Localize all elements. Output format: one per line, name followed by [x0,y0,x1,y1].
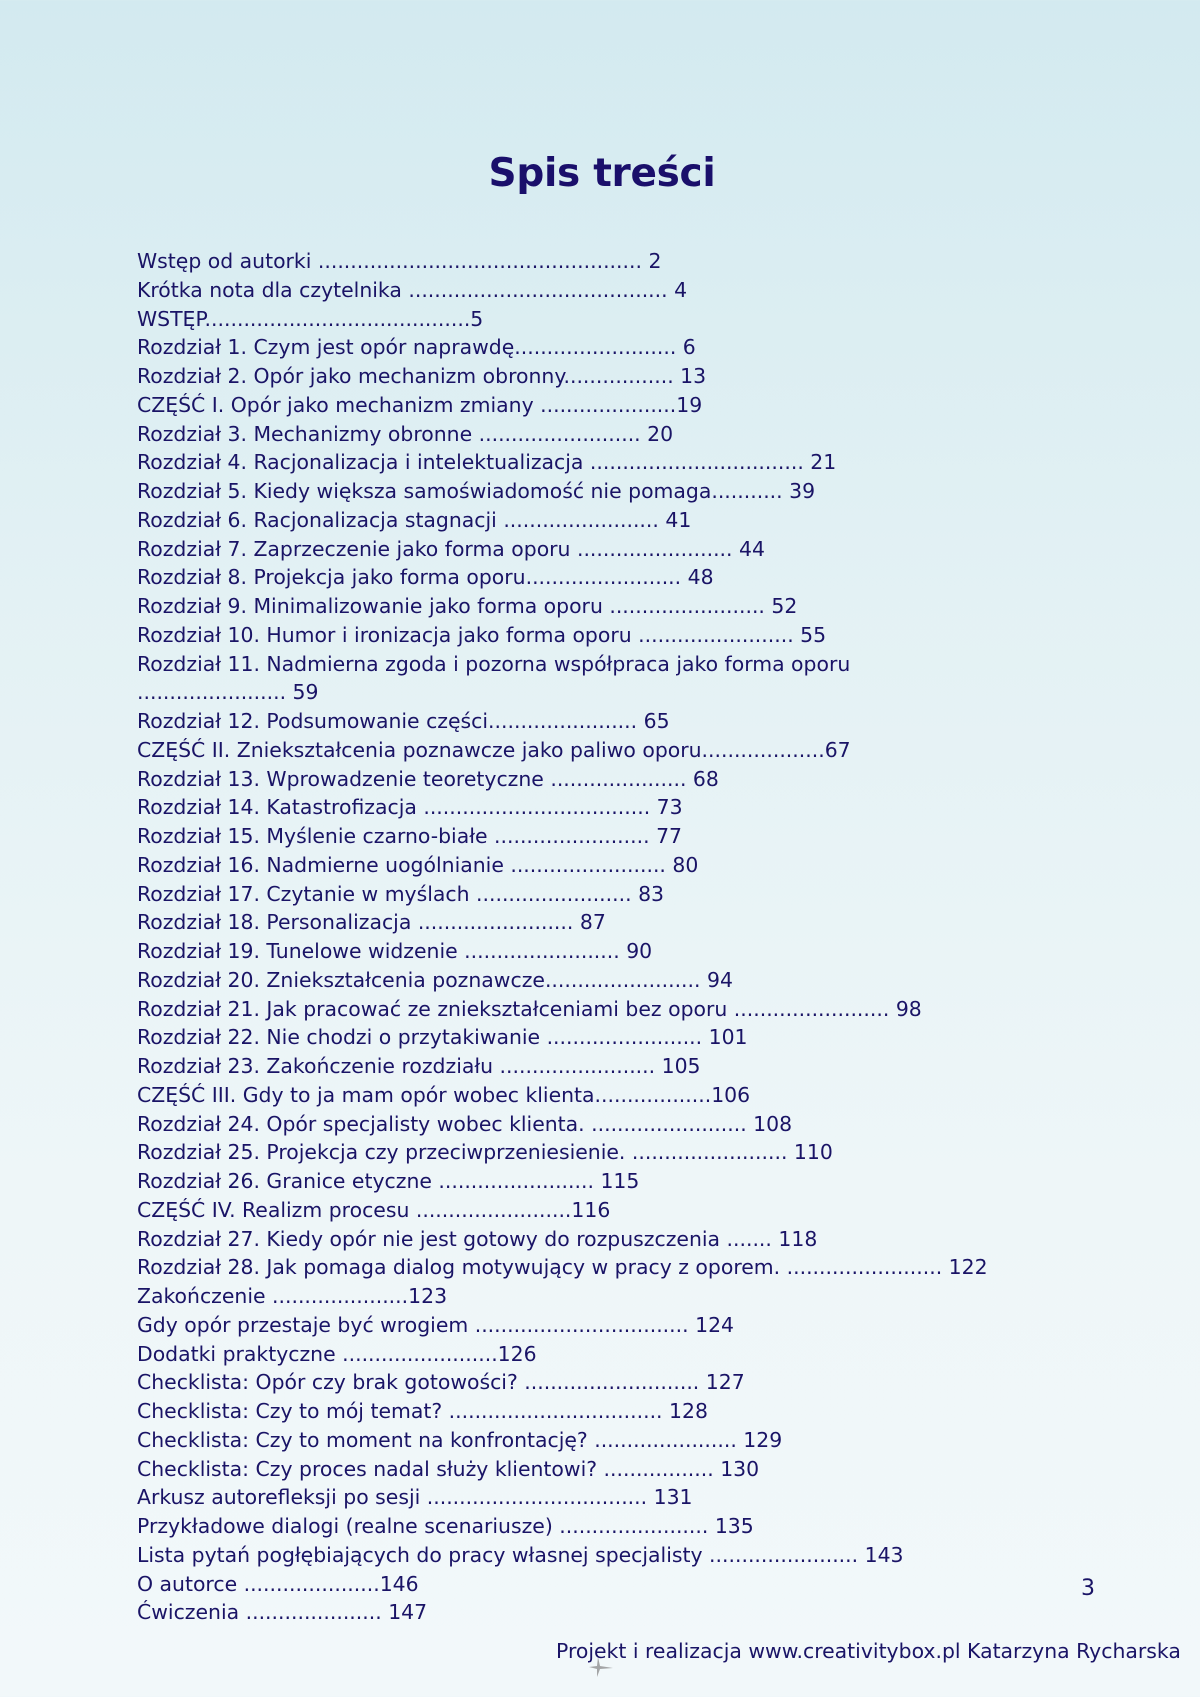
toc-entry: Rozdział 8. Projekcja jako forma oporu........................ 48 [137,565,714,590]
toc-entry: Rozdział 17. Czytanie w myślach ........................ 83 [137,881,665,906]
toc-entry: Rozdział 13. Wprowadzenie teoretyczne ..................... 68 [137,766,719,791]
toc-entry: Checklista: Czy to moment na konfrontację? ...................... 129 [137,1427,783,1452]
toc-entry: Rozdział 19. Tunelowe widzenie ........................ 90 [137,939,653,963]
toc-entry: Przykładowe dialogi (realne scenariusze) ....................... 135 [137,1514,754,1538]
toc-entry: Checklista: Czy to mój temat? ................................. 128 [137,1399,708,1423]
footer-credit: Projekt i realizacja www.creativitybox.pl Katarzyna Rycharska [556,1639,1181,1663]
toc-entry: CZĘŚĆ III. Gdy to ja mam opór wobec klienta..................106 [137,1082,751,1107]
toc-entry: Rozdział 1. Czym jest opór naprawdę......................... 6 [137,335,696,360]
toc-entry: Rozdział 26. Granice etyczne ........................ 115 [137,1169,640,1193]
toc-entry: Rozdział 10. Humor i ironizacja jako forma oporu ........................ 55 [137,622,827,647]
toc-entry: Rozdział 24. Opór specjalisty wobec klienta. ........................ 108 [137,1111,793,1136]
toc-entry: Wstęp od autorki .................................................. 2 [137,249,662,273]
toc-entry: Rozdział 16. Nadmierne uogólnianie ........................ 80 [137,852,699,877]
toc-entry: Rozdział 5. Kiedy większa samoświadomość nie pomaga........... 39 [137,479,816,503]
toc-entry: Rozdział 15. Myślenie czarno-białe ........................ 77 [137,824,683,848]
toc-entry: ....................... 59 [137,680,319,705]
star-logo-icon [588,1656,614,1678]
toc-entry: Rozdział 21. Jak pracować ze zniekształceniami bez oporu ........................ 98 [137,996,922,1021]
toc-entry: O autorce .....................146 [137,1571,419,1596]
toc-entry: Rozdział 18. Personalizacja ........................ 87 [137,910,606,935]
toc-entry: Rozdział 3. Mechanizmy obronne ......................... 20 [137,421,674,446]
toc-entry: WSTĘP.........................................5 [137,306,484,331]
toc-entry: Rozdział 11. Nadmierna zgoda i pozorna współpraca jako forma oporu [137,651,851,676]
toc-entry: Checklista: Opór czy brak gotowości? ........................... 127 [137,1370,745,1395]
toc-entry: Krótka nota dla czytelnika ........................................ 4 [137,277,688,302]
page-title: Spis treści [488,151,716,196]
toc-entry: Lista pytań pogłębiających do pracy własnej specjalisty ....................... 143 [137,1542,904,1567]
toc-entry: Ćwiczenia ..................... 147 [137,1600,428,1625]
toc-entry: CZĘŚĆ I. Opór jako mechanizm zmiany .....................19 [137,392,703,417]
toc-entry: Checklista: Czy proces nadal służy klientowi? ................. 130 [137,1456,760,1481]
toc-entry: Zakończenie .....................123 [137,1284,448,1308]
toc-entry: Rozdział 14. Katastrofizacja ................................... 73 [137,795,683,820]
toc-entry: Gdy opór przestaje być wrogiem ................................. 124 [137,1312,735,1337]
toc-entry: CZĘŚĆ IV. Realizm procesu ........................116 [137,1197,611,1222]
toc-entry: Rozdział 7. Zaprzeczenie jako forma oporu ........................ 44 [137,536,765,561]
page-number: 3 [1081,1576,1095,1601]
toc-entry: Dodatki praktyczne ........................126 [137,1341,537,1366]
toc-entry: Rozdział 25. Projekcja czy przeciwprzeniesienie. ........................ 110 [137,1140,833,1165]
toc-entry: Rozdział 27. Kiedy opór nie jest gotowy do rozpuszczenia ....... 118 [137,1226,818,1251]
toc-entry: Rozdział 20. Zniekształcenia poznawcze........................ 94 [137,967,733,992]
toc-entry: Rozdział 12. Podsumowanie części....................... 65 [137,709,670,733]
toc-entry: Rozdział 2. Opór jako mechanizm obronny................. 13 [137,364,707,388]
toc-entry: Rozdział 23. Zakończenie rozdziału ........................ 105 [137,1054,701,1078]
toc-entry: Rozdział 28. Jak pomaga dialog motywujący w pracy z oporem. ........................ 122 [137,1255,988,1280]
toc-entry: Rozdział 4. Racjonalizacja i intelektualizacja ................................. 21 [137,450,837,475]
toc-entry: Rozdział 9. Minimalizowanie jako forma oporu ........................ 52 [137,594,798,618]
toc-entry: Arkusz autorefleksji po sesji .................................. 131 [137,1485,693,1510]
toc-entry: Rozdział 6. Racjonalizacja stagnacji ........................ 41 [137,507,692,532]
table-of-contents [137,247,988,1627]
toc-entry: CZĘŚĆ II. Zniekształcenia poznawcze jako paliwo oporu...................67 [137,737,851,762]
toc-entry: Rozdział 22. Nie chodzi o przytakiwanie ........................ 101 [137,1025,748,1050]
